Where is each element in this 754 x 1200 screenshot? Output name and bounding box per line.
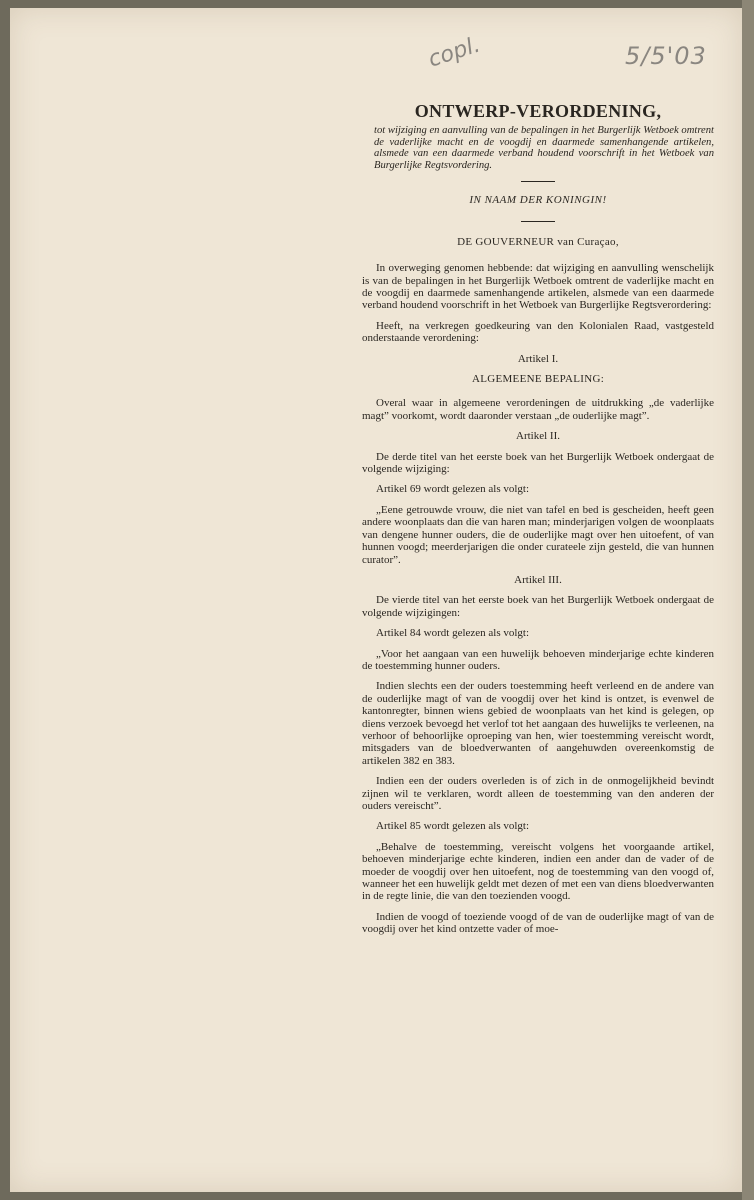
document-subtitle: tot wijziging en aanvulling van de bepalingen in het Burgerlijk Wetboek omtrent de vaderlijke macht en de voogdij en daarmede samenhangende artikelen, alsmede van een daarmede verband houdend voorschrift in het Wetboek van Burgerlijke Regtsvordering. [374, 125, 714, 171]
page-edge [742, 0, 754, 1200]
article-reference: Artikel 84 wordt gelezen als volgt: [376, 627, 530, 640]
article-paragraph: De vierde titel van het eerste boek van het Burgerlijk Wetboek ondergaat de volgende wijzigingen: [362, 594, 714, 619]
text-column [362, 101, 714, 944]
authority-line: DE GOUVERNEUR van Curaçao, [457, 235, 619, 248]
divider [521, 221, 555, 222]
article-paragraph: Overal waar in algemeene verordeningen de uitdrukking „de vaderlijke magt” voorkomt, wordt daaronder verstaan „de ouderlijke magt”. [362, 397, 714, 422]
invocation: IN NAAM DER KONINGIN! [469, 194, 607, 207]
handwritten-note-right: 5/5'03 [625, 42, 707, 70]
article-paragraph: „Eene getrouwde vrouw, die niet van tafel en bed is gescheiden, heeft geen andere woonplaats dan die van haren man; minderjarigen volgen de woonplaats van dengene hunner ouders, die de ouderlijke magt over hen uitoefent, of van hunnen voogd; meerderjarigen die onder curateele zijn gesteld, die van hunnen curator”. [362, 503, 714, 566]
handwritten-note-left: copl. [425, 32, 484, 73]
article-heading: Artikel I. [517, 352, 559, 365]
article-reference: Artikel 85 wordt gelezen als volgt: [376, 820, 530, 833]
document-title: ONTWERP-VERORDENING, [414, 101, 662, 121]
divider [521, 181, 555, 182]
preamble-paragraph: In overweging genomen hebbende: dat wijziging en aanvulling wenschelijk is van de bepalingen in het Burgerlijk Wetboek omtrent de vaderlijke macht en de voogdij en daarmede samenhangende artikelen, alsmede van een daarmede verband houdend voorschrift in het Wetboek van Burgerlijke Regtsverordering: [362, 262, 714, 312]
article-subheading: ALGEMEENE BEPALING: [471, 373, 605, 386]
preamble-paragraph: Heeft, na verkregen goedkeuring van den Kolonialen Raad, vastgesteld onderstaande verordening: [362, 319, 714, 345]
article-paragraph: „Voor het aangaan van een huwelijk behoeven minderjarige echte kinderen de toestemming hunner ouders. [362, 647, 714, 672]
article-reference: Artikel 69 wordt gelezen als volgt: [376, 483, 530, 496]
article-paragraph: Indien slechts een der ouders toestemming heeft verleend en de andere van de ouderlijke magt of van de voogdij over het kind is ontzet, is evenwel de kantonregter, binnen wiens gebied de woonplaats van het kind is gelegen, op diens verzoek bevoegd het verlof tot het aangaan des huwelijks te verleenen, na verhoor of behoorlijke oproeping van hen, wier toestemming vereischt wordt, mitsgaders van de bloedverwanten of aangehuwden overeenkomstig de artikelen 382 en 383. [362, 680, 714, 767]
article-heading: Artikel II. [516, 430, 560, 443]
article-paragraph: Indien een der ouders overleden is of zich in de onmogelijkheid bevindt zijnen wil te verklaren, wordt alleen de toestemming van den anderen der ouders vereischt”. [362, 775, 714, 812]
article-paragraph: „Behalve de toestemming, vereischt volgens het voorgaande artikel, behoeven minderjarige echte kinderen, indien een ander dan de vader of de moeder de voogdij over hen uitoefent, nog de toestemming van den voogd of, wanneer het een huwelijk geldt met dezen of met een van diens bloedverwanten in de regte linie, die van den toezienden voogd. [362, 840, 714, 903]
article-heading: Artikel III. [514, 573, 562, 586]
article-paragraph: Indien de voogd of toeziende voogd of de van de ouderlijke magt of van de voogdij over het kind ontzette vader of moe- [362, 910, 714, 936]
article-paragraph: De derde titel van het eerste boek van het Burgerlijk Wetboek ondergaat de volgende wijziging: [362, 450, 714, 476]
